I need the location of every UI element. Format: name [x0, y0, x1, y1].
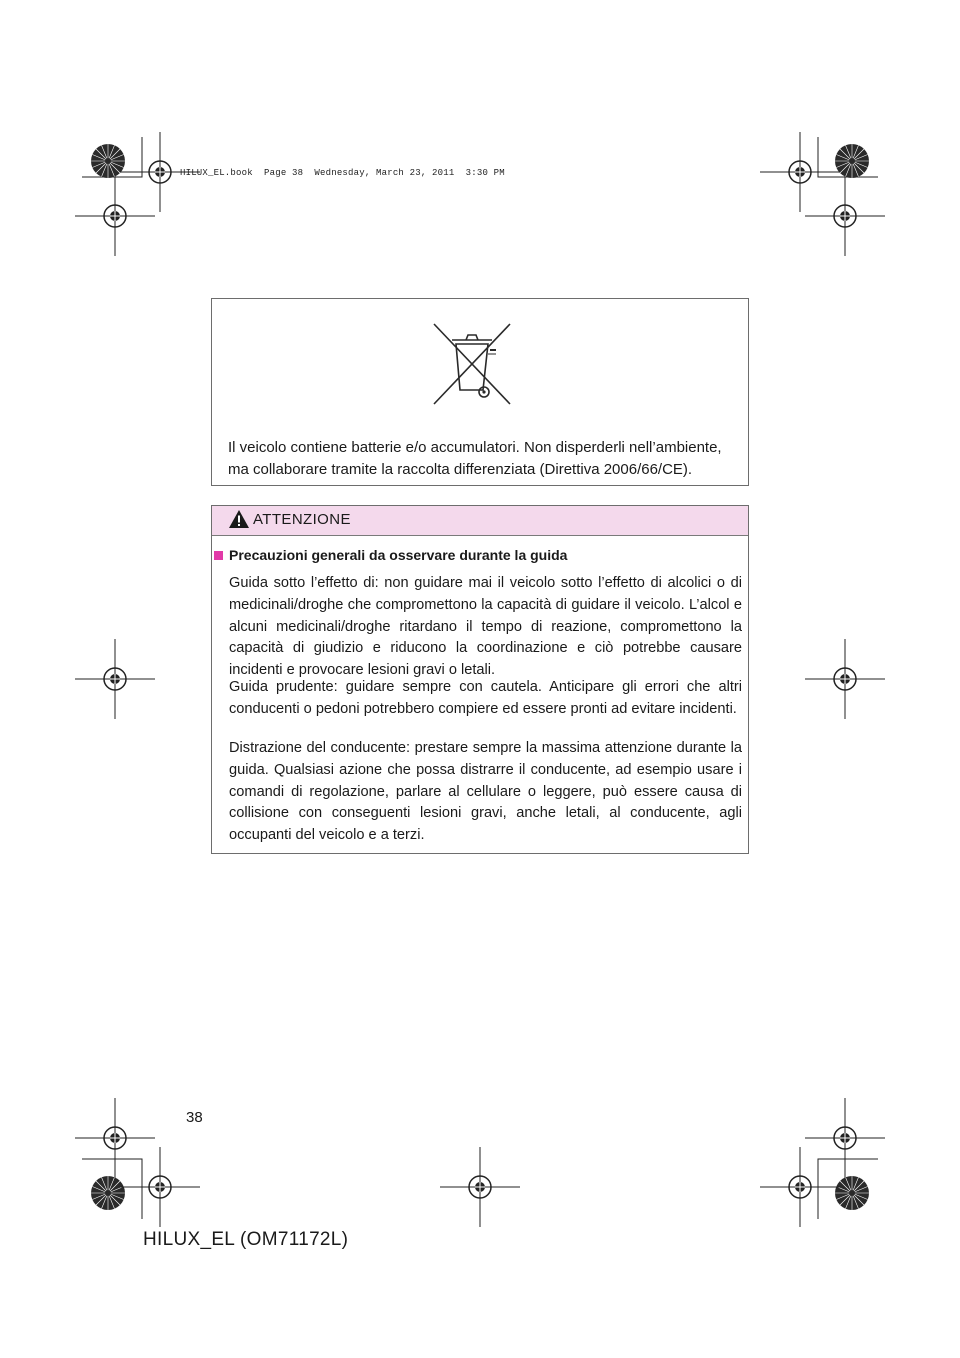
- recycle-notice-text: Il veicolo contiene batterie e/o accumulatori. Non disperderli nell’ambiente, ma collaborare tramite la raccolta differenziata (Direttiva 2006/66/CE).: [228, 439, 722, 478]
- paragraph-careful-driving: Guida prudente: guidare sempre con cautela. Anticipare gli errori che altri conducenti o pedoni potrebbero compiere ed essere pronti ad evitare incidenti.: [229, 679, 742, 717]
- warning-triangle-icon: [228, 508, 250, 535]
- paragraph-alcohol-drugs: Guida sotto l’effetto di: non guidare mai il veicolo sotto l’effetto di alcolici o di medicinali/droghe che compromettono la capacità di guidare il veicolo. L’alcol e alcuni medicinali/droghe ritardano il tempo di reazione, compromettono la capacità di giudizio e riducono la coordinazione e ciò potrebbe causare incidenti e provocare lesioni gravi o letali.: [229, 575, 742, 679]
- warning-title: ATTENZIONE: [253, 511, 351, 528]
- footer-manual-code: HILUX_EL (OM71172L): [143, 1229, 349, 1250]
- page-number: 38: [186, 1109, 203, 1126]
- bullet-square-icon: [214, 551, 223, 560]
- section-heading-text: Precauzioni generali da osservare durante la guida: [229, 547, 568, 563]
- print-header: HILUX_EL.book Page 38 Wednesday, March 23, 2011 3:30 PM: [180, 168, 505, 178]
- crossed-out-wheelie-bin-icon: [430, 322, 514, 411]
- paragraph-driver-distraction: Distrazione del conducente: prestare sempre la massima attenzione durante la guida. Qualsiasi azione che possa distrarre il conducente, ad esempio usare i comandi di regolazione, parlare al cellulare o leggere, può essere causa di collisione con conseguenti lesioni gravi, anche letali, al conducente, agli occupanti del veicolo e a terzi.: [229, 740, 742, 844]
- section-heading: [214, 547, 567, 563]
